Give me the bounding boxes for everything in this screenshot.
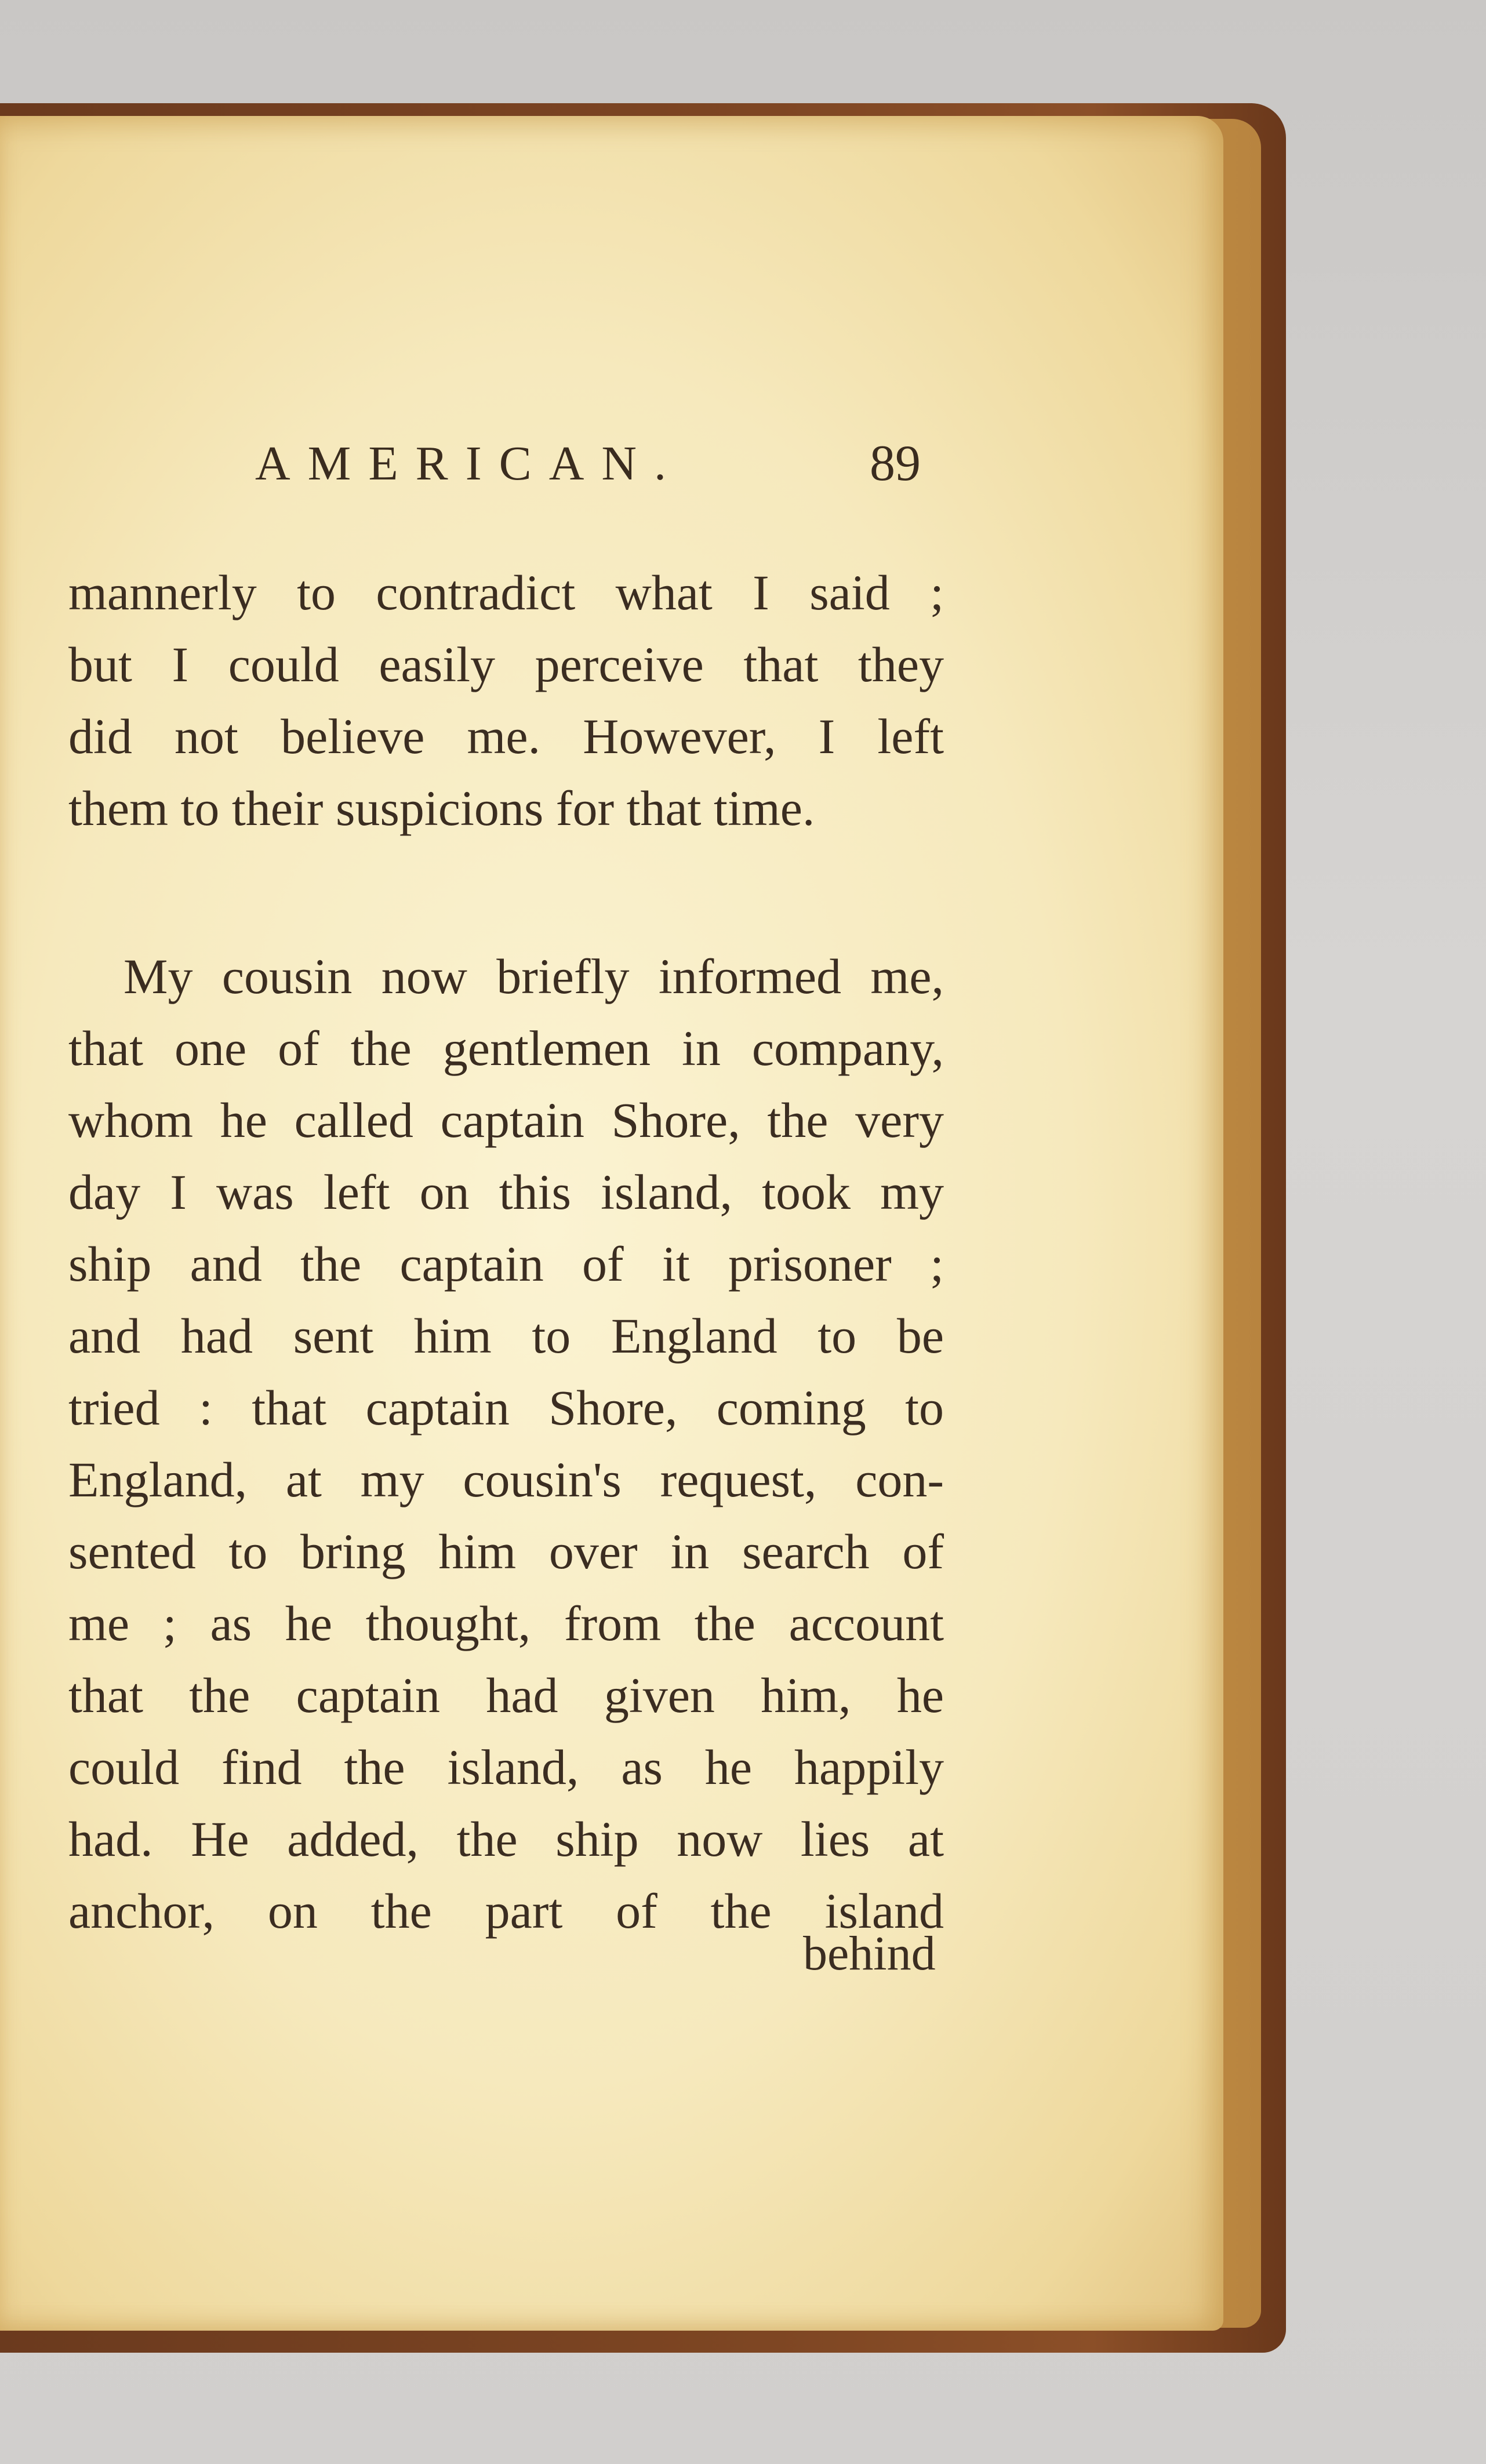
- catchword: behind: [803, 1927, 936, 1980]
- text-line: My cousin now briefly informed me,: [123, 948, 944, 1004]
- text-line: that the captain had given him, he: [68, 1667, 944, 1723]
- text-line: but I could easily perceive that they: [68, 637, 944, 692]
- text-line: mannerly to contradict what I said ;: [68, 565, 944, 620]
- body-text: [68, 557, 944, 1947]
- page-header: [255, 432, 939, 496]
- book-page: [0, 116, 1223, 2331]
- text-line: ship and the captain of it prisoner ;: [68, 1236, 944, 1292]
- paragraph-gap: [68, 844, 944, 940]
- text-line: could find the island, as he happily: [68, 1739, 944, 1795]
- text-line: me ; as he thought, from the account: [68, 1596, 944, 1651]
- text-line: whom he called captain Shore, the very: [68, 1092, 944, 1148]
- text-line: did not believe me. However, I left: [68, 708, 944, 764]
- text-line: and had sent him to England to be: [68, 1308, 944, 1364]
- text-line: England, at my cousin's request, con-: [68, 1452, 944, 1507]
- text-line: anchor, on the part of the island: [68, 1883, 944, 1939]
- page-number: 89: [870, 435, 921, 492]
- text-line: tried : that captain Shore, coming to: [68, 1380, 944, 1435]
- text-line: day I was left on this island, took my: [68, 1164, 944, 1220]
- running-head: AMERICAN.: [255, 437, 684, 490]
- text-line: them to their suspicions for that time.: [68, 780, 815, 836]
- text-line: that one of the gentlemen in company,: [68, 1020, 944, 1076]
- text-line: had. He added, the ship now lies at: [68, 1811, 944, 1867]
- text-line: sented to bring him over in search of: [68, 1524, 944, 1579]
